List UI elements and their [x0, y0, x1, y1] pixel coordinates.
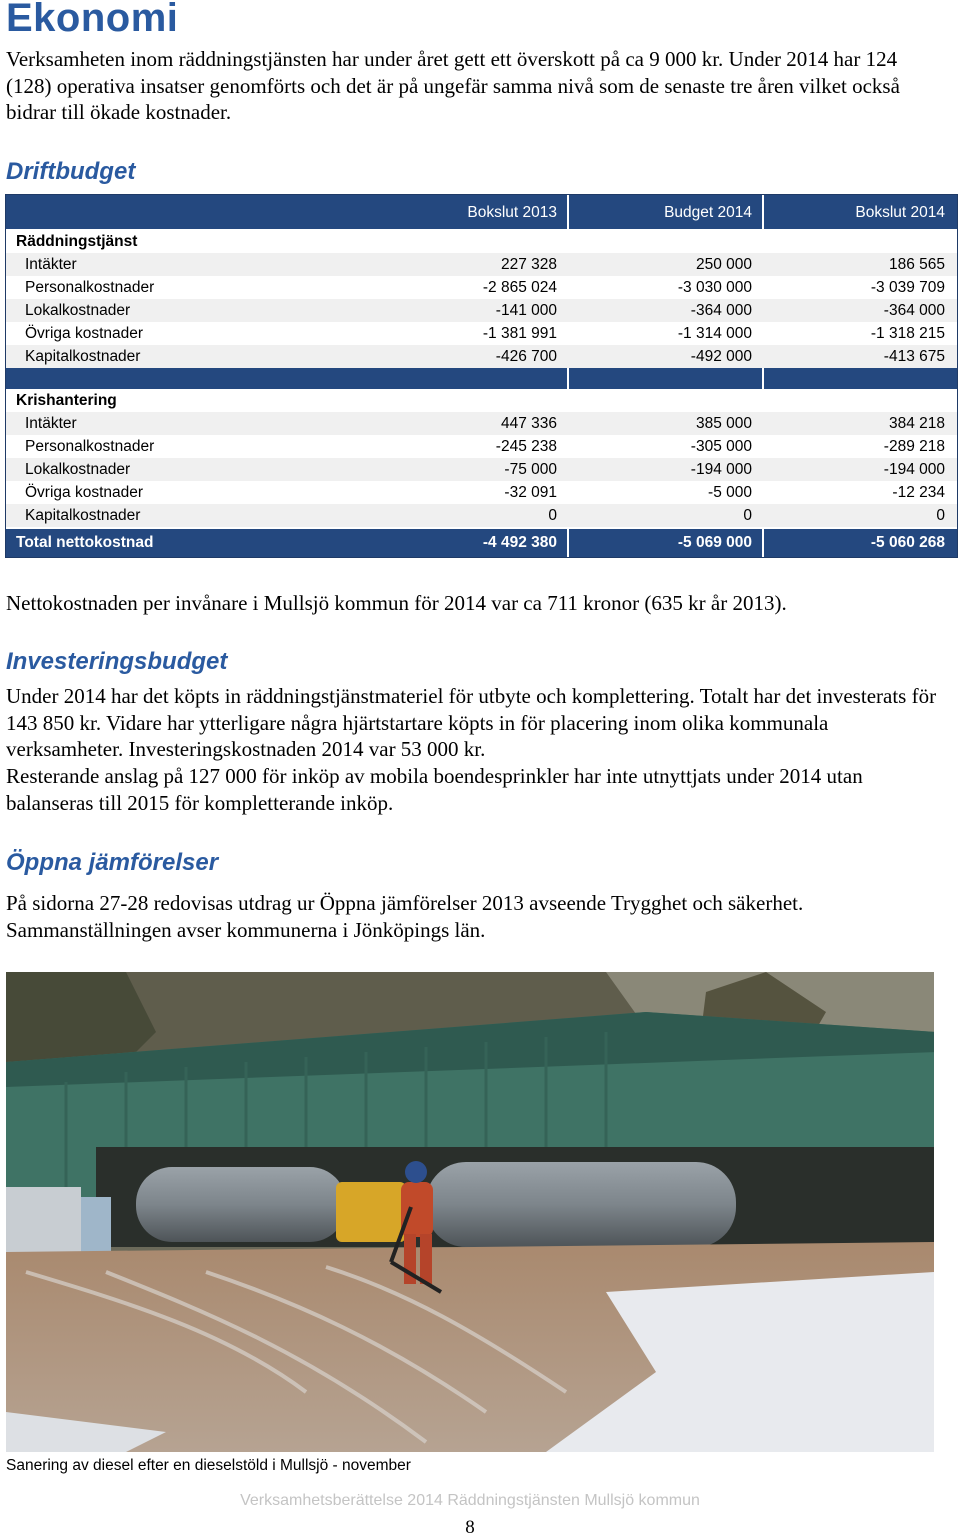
column-header: Bokslut 2013	[467, 204, 557, 221]
intro-paragraph: Verksamheten inom räddningstjänsten har under året gett ett överskott på ca 9 000 kr. Under 2014 har 124 (128) operativa insatser genomförts och det är på ungefär samma nivå som de senaste tre åren vilket också bidrar till ökade kostnader.	[6, 47, 900, 124]
cell-value: -3 030 000	[677, 279, 752, 296]
column-header: Budget 2014	[664, 204, 752, 221]
netto-paragraph: Nettokostnaden per invånare i Mullsjö kommun för 2014 var ca 711 kronor (635 kr år 2013).	[6, 591, 787, 615]
cell-value: 447 336	[500, 415, 557, 432]
investering-paragraph-2: Resterande anslag på 127 000 för inköp av mobila boendesprinkler har inte utnyttjats under 2014 utan balanseras till 2015 för kompletterande inköp.	[6, 764, 863, 815]
table-row	[6, 481, 957, 504]
cell-value: -492 000	[690, 348, 752, 365]
cell-value: 384 218	[888, 415, 945, 432]
group-label-row	[6, 230, 957, 253]
row-label: Lokalkostnader	[25, 302, 131, 319]
cell-value: -1 381 991	[482, 325, 557, 342]
group-label: Krishantering	[16, 392, 117, 409]
total-row	[6, 529, 957, 557]
cell-value: -75 000	[504, 461, 557, 478]
cell-value: -364 000	[883, 302, 945, 319]
cell-value: -426 700	[495, 348, 557, 365]
cell-value: -5 000	[708, 484, 752, 501]
table-row	[6, 435, 957, 458]
row-label: Övriga kostnader	[25, 484, 144, 501]
driftbudget-heading: Driftbudget	[6, 158, 136, 185]
cell-value: -3 039 709	[870, 279, 945, 296]
cell-value: -305 000	[690, 438, 752, 455]
cell-value: 0	[936, 507, 945, 524]
row-label: Personalkostnader	[25, 438, 155, 455]
cell-value: -141 000	[495, 302, 557, 319]
cell-value: 0	[548, 507, 557, 524]
cell-value: -32 091	[504, 484, 557, 501]
footer-text: Verksamhetsberättelse 2014 Räddningstjänsten Mullsjö kommun	[240, 1492, 700, 1509]
table-row	[6, 253, 957, 276]
group-label-row	[6, 389, 957, 412]
page-number: 8	[465, 1517, 475, 1538]
photo-diesel-sanitation	[6, 972, 934, 1452]
group-label: Räddningstjänst	[16, 233, 138, 250]
row-label: Lokalkostnader	[25, 461, 131, 478]
cell-value: 250 000	[695, 256, 752, 273]
cell-value: -413 675	[883, 348, 945, 365]
total-value: -5 060 268	[870, 534, 945, 551]
row-label: Intäkter	[25, 415, 77, 432]
row-label: Kapitalkostnader	[25, 507, 141, 524]
cell-value: 186 565	[888, 256, 945, 273]
page-title: Ekonomi	[6, 0, 179, 40]
jamforelser-paragraph: På sidorna 27-28 redovisas utdrag ur Öppna jämförelser 2013 avseende Trygghet och säkerhet. Sammanställningen avser kommunerna i Jönköpings län.	[6, 891, 804, 942]
table-row	[6, 322, 957, 345]
table-row	[6, 504, 957, 527]
row-label: Intäkter	[25, 256, 77, 273]
row-label: Övriga kostnader	[25, 325, 144, 342]
cell-value: 385 000	[695, 415, 752, 432]
cell-value: -364 000	[690, 302, 752, 319]
total-label: Total nettokostnad	[16, 534, 154, 551]
photo-caption: Sanering av diesel efter en dieselstöld i Mullsjö - november	[6, 1457, 411, 1474]
jamforelser-heading: Öppna jämförelser	[6, 849, 219, 876]
cell-value: -194 000	[883, 461, 945, 478]
total-value: -4 492 380	[482, 534, 557, 551]
cell-value: -194 000	[690, 461, 752, 478]
table-row	[6, 458, 957, 481]
table-row	[6, 345, 957, 368]
cell-value: 0	[743, 507, 752, 524]
table-row	[6, 412, 957, 435]
row-label: Kapitalkostnader	[25, 348, 141, 365]
cell-value: -1 318 215	[870, 325, 945, 342]
table-header-row	[6, 195, 957, 229]
table-row	[6, 276, 957, 299]
cell-value: -2 865 024	[482, 279, 557, 296]
cell-value: 227 328	[500, 256, 557, 273]
driftbudget-table	[5, 194, 958, 558]
investering-heading: Investeringsbudget	[6, 648, 228, 675]
cell-value: -245 238	[495, 438, 557, 455]
investering-paragraph: Under 2014 har det köpts in räddningstjänstmateriel för utbyte och komplettering. Totalt har det investerats för 143 850 kr. Vidare har ytterligare några hjärtstartare köpts in för placering inom olika kommunala verksamheter. Investeringskostnaden 2014 var 53 000 kr.	[6, 684, 937, 761]
row-label: Personalkostnader	[25, 279, 155, 296]
cell-value: -1 314 000	[677, 325, 752, 342]
cell-value: -289 218	[883, 438, 945, 455]
column-header: Bokslut 2014	[855, 204, 945, 221]
table-row	[6, 299, 957, 322]
cell-value: -12 234	[892, 484, 945, 501]
total-value: -5 069 000	[677, 534, 752, 551]
group-separator	[6, 368, 957, 389]
